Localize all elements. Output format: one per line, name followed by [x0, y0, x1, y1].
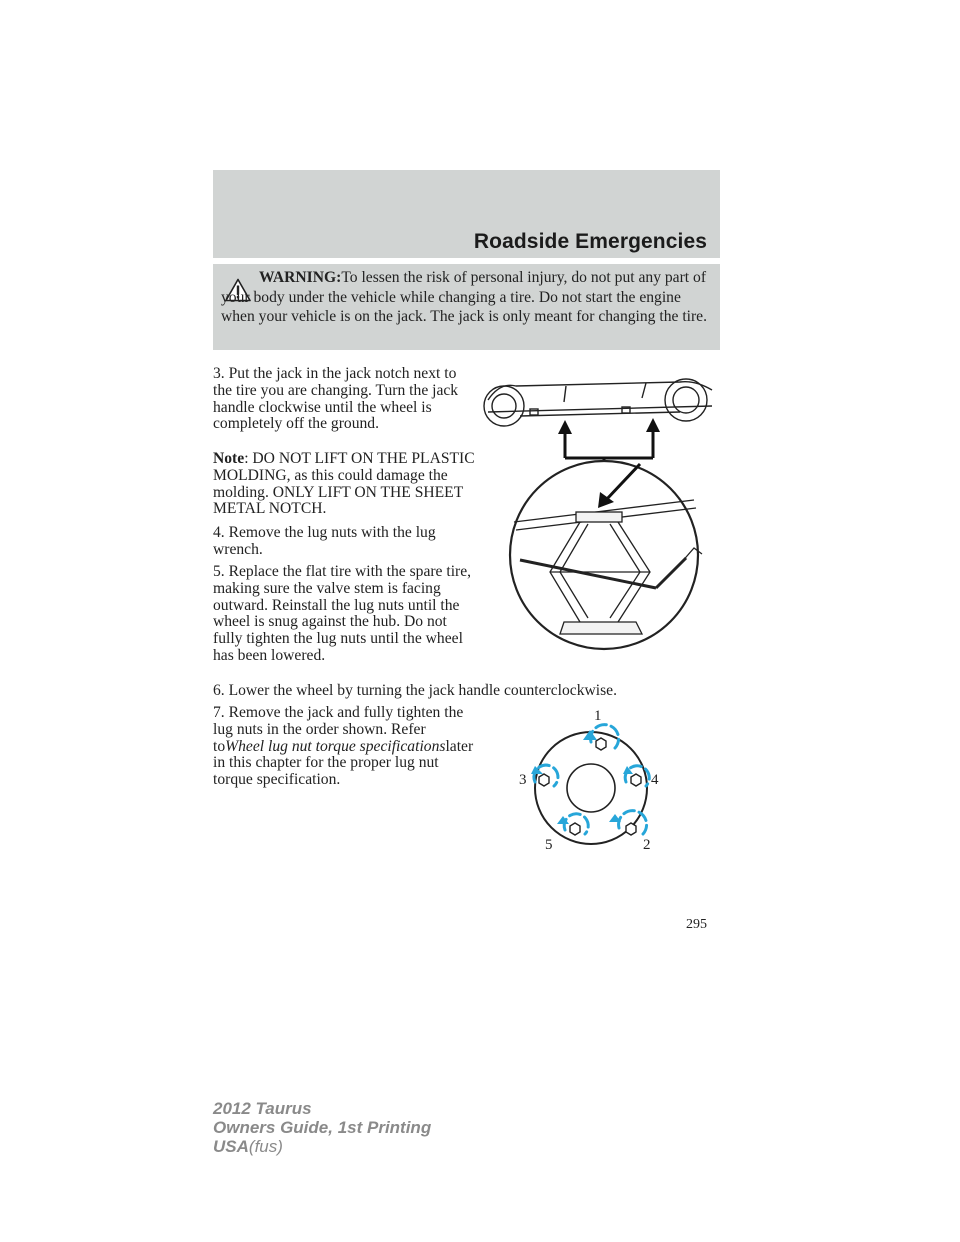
note-label: Note	[213, 450, 245, 467]
step-7-text-b: later in this chapter for the proper lug nut torque specification.	[213, 737, 474, 789]
jack-placement-illustration	[480, 372, 720, 652]
footer-line-3	[213, 1137, 431, 1156]
footer-region: USA	[213, 1137, 249, 1156]
warning-label: WARNING:	[259, 269, 342, 286]
footer-line-1: 2012 Taurus	[213, 1099, 312, 1118]
step-7-text-a: 7. Remove the jack and fully tighten the lug nuts in the order shown. Refer to	[213, 704, 464, 755]
lug-nut-sequence-diagram	[505, 704, 665, 856]
lug-label-3: 3	[519, 772, 527, 788]
warning-box	[213, 264, 720, 350]
step-5: 5. Replace the flat tire with the spare tire, making sure the valve stem is facing outward. Reinstall the lug nuts until the wheel is snug against the hub. Do not fully tighten the lug nuts until the wheel has been lowered.	[213, 563, 472, 664]
step-7	[213, 705, 475, 789]
lug-label-2: 2	[643, 837, 651, 853]
note-text: : DO NOT LIFT ON THE PLASTIC MOLDING, as this could damage the molding. ONLY LIFT ON THE SHEET METAL NOTCH.	[213, 450, 475, 518]
page-number: 295	[686, 917, 707, 932]
lug-label-5: 5	[545, 837, 553, 853]
warning-text	[221, 268, 715, 327]
warning-body: To lessen the risk of personal injury, do not put any part of your body under the vehicle while changing a tire. Do not start the engine when your vehicle is on the jack. The jack is only meant for changing the tire.	[221, 269, 708, 325]
step-3: 3. Put the jack in the jack notch next to the tire you are changing. Turn the jack handle clockwise until the wheel is completely off the ground.	[213, 365, 459, 433]
step-6: 6. Lower the wheel by turning the jack handle counterclockwise.	[213, 682, 617, 699]
header-band	[213, 170, 720, 258]
lug-label-4: 4	[651, 772, 659, 788]
footer-line-2: Owners Guide, 1st Printing	[213, 1118, 432, 1137]
section-title: Roadside Emergencies	[473, 230, 707, 253]
note	[213, 451, 475, 518]
step-7-reference-link: Wheel lug nut torque specifications	[225, 737, 446, 755]
step-4: 4. Remove the lug nuts with the lug wrench.	[213, 524, 436, 558]
footer	[213, 1099, 431, 1156]
footer-region-code: (fus)	[248, 1137, 283, 1156]
lug-label-1: 1	[594, 708, 602, 724]
